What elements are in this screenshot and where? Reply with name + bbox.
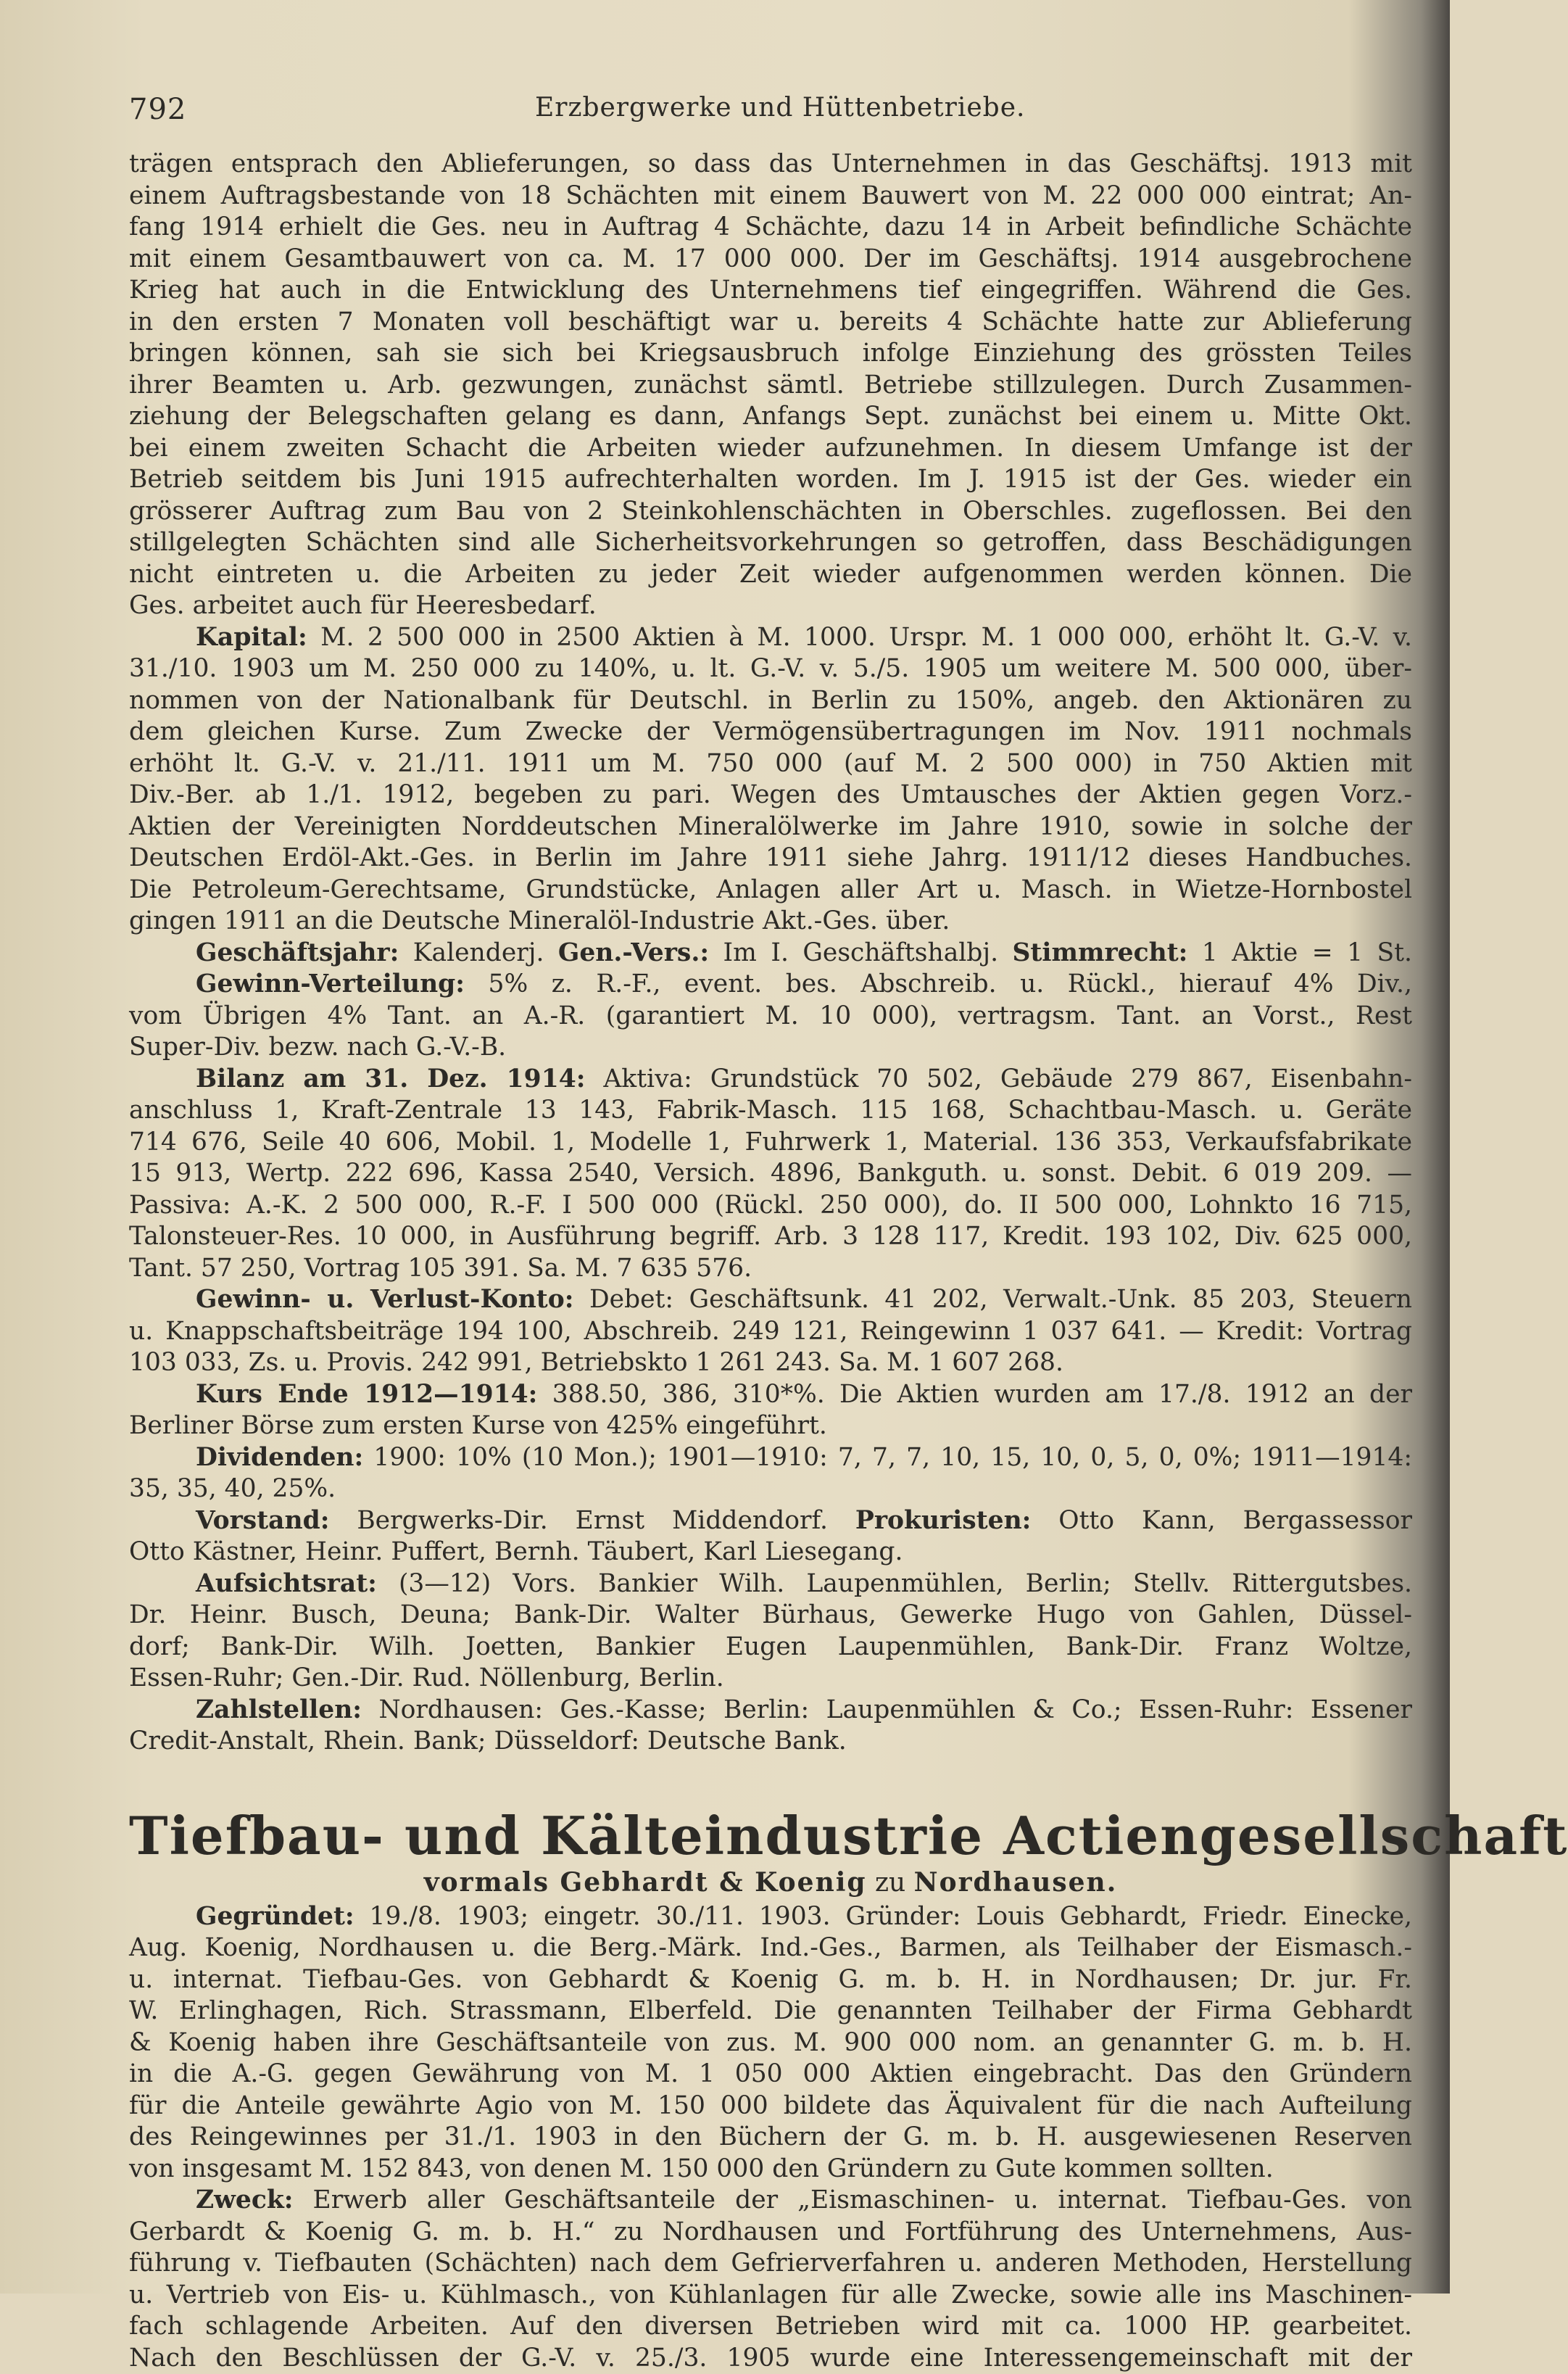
text-line <box>129 527 1412 559</box>
section-keyword: Gen.-Vers.: <box>558 938 709 967</box>
text-line <box>129 1901 1412 1933</box>
section-keyword: Aufsichtsrat: <box>196 1569 377 1598</box>
text-line <box>129 338 1412 370</box>
text-line <box>129 843 1412 874</box>
text-line <box>129 1631 1412 1663</box>
section-keyword: Stimmrecht: <box>1013 938 1188 967</box>
section-keyword: Bilanz am 31. Dez. 1914: <box>196 1064 585 1093</box>
line-text: stillgelegten Schächten sind alle Sicherheitsvorkehrungen so getroffen, dass Beschädigungen <box>129 528 1412 557</box>
text-line <box>129 811 1412 843</box>
line-text: Deutschen Erdöl-Akt.-Ges. in Berlin im Jahre 1911 siehe Jahrg. 1911/12 dieses Handbuches. <box>129 843 1412 872</box>
line-text: gingen 1911 an die Deutsche Mineralöl-Industrie Akt.-Ges. über. <box>129 906 950 935</box>
text-line <box>129 496 1412 528</box>
text-line <box>129 779 1412 811</box>
text-line <box>129 1379 1412 1411</box>
text-line <box>129 1032 1412 1064</box>
text-line <box>129 2090 1412 2122</box>
text-line <box>129 401 1412 433</box>
section-keyword: Geschäftsjahr: <box>196 938 399 967</box>
text-line <box>129 433 1412 465</box>
line-text: Kalenderj. <box>399 938 558 967</box>
text-line <box>129 181 1412 212</box>
text-line <box>129 1127 1412 1159</box>
text-line <box>129 1932 1412 1964</box>
section-keyword: Zahlstellen: <box>196 1695 362 1724</box>
line-text: fach schlagende Arbeiten. Auf den diversen Betrieben wird mit ca. 1000 HP. gearbeitet. <box>129 2312 1412 2341</box>
text-line <box>129 2311 1412 2343</box>
text-line <box>129 1473 1412 1505</box>
subtitle-location: Nordhausen. <box>914 1867 1118 1898</box>
line-text: in den ersten 7 Monaten voll beschäftigt war u. bereits 4 Schächte hatte zur Ablieferung <box>129 307 1412 336</box>
text-line <box>129 1253 1412 1285</box>
text-line <box>129 2154 1412 2185</box>
text-line <box>129 1001 1412 1033</box>
line-text: Otto Kästner, Heinr. Puffert, Bernh. Täubert, Karl Liesegang. <box>129 1537 903 1566</box>
body-text <box>129 149 1412 2374</box>
text-line <box>129 1695 1412 1726</box>
line-text: in die A.-G. gegen Gewährung von M. 1 050 000 Aktien eingebracht. Das den Gründern <box>129 2059 1412 2088</box>
section-keyword: Kapital: <box>196 623 307 652</box>
line-text: 1 Aktie = 1 St. <box>1187 938 1412 967</box>
line-text: nicht eintreten u. die Arbeiten zu jeder Zeit wieder aufgenommen werden können. Die <box>129 560 1412 589</box>
line-text: Aktien der Vereinigten Norddeutschen Mineralölwerke im Jahre 1910, sowie in solche der <box>129 812 1412 841</box>
line-text: führung v. Tiefbauten (Schächten) nach dem Gefrierverfahren u. anderen Methoden, Herstellung <box>129 2249 1412 2278</box>
line-text: & Koenig haben ihre Geschäftsanteile von zus. M. 900 000 nom. an genannter G. m. b. H. <box>129 2028 1412 2057</box>
text-line <box>129 1726 1412 1758</box>
text-line <box>129 622 1412 654</box>
company-subtitle <box>129 1866 1412 1901</box>
line-text: nommen von der Nationalbank für Deutschl. in Berlin zu 150%, angeb. den Aktionären zu <box>129 686 1412 715</box>
text-line <box>129 1600 1412 1631</box>
text-line <box>129 1568 1412 1600</box>
text-line <box>129 1158 1412 1190</box>
line-text: Tant. 57 250, Vortrag 105 391. Sa. M. 7 635 576. <box>129 1254 752 1283</box>
line-text: Super-Div. bezw. nach G.-V.-B. <box>129 1033 506 1062</box>
text-line <box>129 1964 1412 1996</box>
section-mining-company <box>129 149 1412 1758</box>
text-line <box>129 1347 1412 1379</box>
line-text: 5% z. R.-F., event. bes. Abschreib. u. Rückl., hierauf 4% Div., <box>465 969 1412 998</box>
text-line <box>129 275 1412 307</box>
line-text: bringen können, sah sie sich bei Kriegsausbruch infolge Einziehung des grössten Teiles <box>129 339 1412 368</box>
text-line <box>129 716 1412 748</box>
line-text: u. internat. Tiefbau-Ges. von Gebhardt & Koenig G. m. b. H. in Nordhausen; Dr. jur. Fr. <box>129 1965 1412 1994</box>
text-line <box>129 1284 1412 1316</box>
text-line <box>129 653 1412 685</box>
line-text: für die Anteile gewährte Agio von M. 150 000 bildete das Äquivalent für die nach Aufteilung <box>129 2091 1412 2120</box>
text-line <box>129 149 1412 181</box>
line-text: 388.50, 386, 310*%. Die Aktien wurden am 17./8. 1912 an der <box>537 1380 1412 1409</box>
section-gap <box>129 1758 1412 1806</box>
text-line <box>129 969 1412 1001</box>
line-text: fang 1914 erhielt die Ges. neu in Auftrag 4 Schächte, dazu 14 in Arbeit befindliche Schächte <box>129 212 1412 241</box>
line-text: Nach den Beschlüssen der G.-V. v. 25./3. 1905 wurde eine Interessengemeinschaft mit der <box>129 2344 1412 2373</box>
text-line <box>129 1190 1412 1222</box>
section-keyword: Gewinn-Verteilung: <box>196 969 465 998</box>
line-text: 15 913, Wertp. 222 696, Kassa 2540, Versich. 4896, Bankguth. u. sonst. Debit. 6 019 209. — <box>129 1159 1412 1188</box>
text-line <box>129 1316 1412 1348</box>
section-keyword: Vorstand: <box>196 1506 329 1535</box>
line-text: Erwerb aller Geschäftsanteile der „Eismaschinen- u. internat. Tiefbau-Ges. von <box>293 2185 1412 2214</box>
running-title: Erzbergwerke und Hüttenbetriebe. <box>535 93 1025 123</box>
line-text: Berliner Börse zum ersten Kurse von 425% eingeführt. <box>129 1411 827 1440</box>
text-line <box>129 938 1412 969</box>
line-text: 35, 35, 40, 25%. <box>129 1474 336 1503</box>
line-text: u. Vertrieb von Eis- u. Kühlmasch., von Kühlanlagen für alle Zwecke, sowie alle ins Maschinen- <box>129 2280 1412 2309</box>
text-line <box>129 1995 1412 2027</box>
line-text: ziehung der Belegschaften gelang es dann, Anfangs Sept. zunächst bei einem u. Mitte Okt. <box>129 402 1412 431</box>
line-text: vom Übrigen 4% Tant. an A.-R. (garantiert M. 10 000), vertragsm. Tant. an Vorst., Rest <box>129 1001 1412 1030</box>
page-number: 792 <box>129 93 186 126</box>
text-line <box>129 464 1412 496</box>
line-text: Nordhausen: Ges.-Kasse; Berlin: Laupenmühlen & Co.; Essen-Ruhr: Essener <box>362 1695 1412 1724</box>
line-text: Betrieb seitdem bis Juni 1915 aufrechterhalten worden. Im J. 1915 ist der Ges. wieder ein <box>129 465 1412 494</box>
text-line <box>129 559 1412 591</box>
line-text: mit einem Gesamtbauwert von ca. M. 17 000 000. Der im Geschäftsj. 1914 ausgebrochene <box>129 244 1412 273</box>
text-line <box>129 244 1412 276</box>
section-keyword: Zweck: <box>196 2185 293 2214</box>
line-text: des Reingewinnes per 31./1. 1903 in den Büchern der G. m. b. H. ausgewiesenen Reserven <box>129 2122 1412 2151</box>
text-line <box>129 212 1412 244</box>
text-line <box>129 906 1412 938</box>
line-text: Credit-Anstalt, Rhein. Bank; Düsseldorf: Deutsche Bank. <box>129 1726 847 1755</box>
text-line <box>129 1221 1412 1253</box>
line-text: Aktiva: Grundstück 70 502, Gebäude 279 867, Eisenbahn- <box>585 1064 1412 1093</box>
line-text: M. 2 500 000 in 2500 Aktien à M. 1000. Urspr. M. 1 000 000, erhöht lt. G.-V. v. <box>307 623 1412 652</box>
text-line <box>129 1505 1412 1537</box>
text-line <box>129 1442 1412 1474</box>
line-text: anschluss 1, Kraft-Zentrale 13 143, Fabrik-Masch. 115 168, Schachtbau-Masch. u. Geräte <box>129 1096 1412 1125</box>
text-line <box>129 685 1412 717</box>
line-text: W. Erlinghagen, Rich. Strassmann, Elberfeld. Die genannten Teilhaber der Firma Gebhardt <box>129 1996 1412 2025</box>
section-tiefbau-company <box>129 1901 1412 2374</box>
line-text: ihrer Beamten u. Arb. gezwungen, zunächst sämtl. Betriebe stillzulegen. Durch Zusammen- <box>129 371 1412 400</box>
line-text: erhöht lt. G.-V. v. 21./11. 1911 um M. 750 000 (auf M. 2 500 000) in 750 Aktien mit <box>129 749 1412 778</box>
line-text: dorf; Bank-Dir. Wilh. Joetten, Bankier Eugen Laupenmühlen, Bank-Dir. Franz Woltze, <box>129 1632 1412 1661</box>
line-text: 714 676, Seile 40 606, Mobil. 1, Modelle 1, Fuhrwerk 1, Material. 136 353, Verkaufsfabrikate <box>129 1128 1412 1157</box>
line-text: Aug. Koenig, Nordhausen u. die Berg.-Märk. Ind.-Ges., Barmen, als Teilhaber der Eismasch.- <box>129 1933 1412 1962</box>
text-line <box>129 1410 1412 1442</box>
text-line <box>129 748 1412 780</box>
line-text: Passiva: A.-K. 2 500 000, R.-F. I 500 000 (Rückl. 250 000), do. II 500 000, Lohnkto 16 715, <box>129 1191 1412 1220</box>
line-text: bei einem zweiten Schacht die Arbeiten wieder aufzunehmen. In diesem Umfange ist der <box>129 434 1412 463</box>
line-text: Ges. arbeitet auch für Heeresbedarf. <box>129 591 597 620</box>
text-line <box>129 2059 1412 2090</box>
text-line <box>129 1663 1412 1695</box>
line-text: 31./10. 1903 um M. 250 000 zu 140%, u. lt. G.-V. v. 5./5. 1905 um weitere M. 500 000, über- <box>129 654 1412 683</box>
subtitle-connector: zu <box>867 1868 914 1898</box>
line-text: von insgesamt M. 152 843, von denen M. 150 000 den Gründern zu Gute kommen sollten. <box>129 2154 1274 2183</box>
line-text: Die Petroleum-Gerechtsame, Grundstücke, Anlagen aller Art u. Masch. in Wietze-Hornbostel <box>129 875 1412 904</box>
text-line <box>129 590 1412 622</box>
text-line <box>129 2027 1412 2059</box>
section-keyword: Prokuristen: <box>855 1506 1032 1535</box>
section-keyword: Gegründet: <box>196 1902 354 1931</box>
line-text: (3—12) Vors. Bankier Wilh. Laupenmühlen, Berlin; Stellv. Rittergutsbes. <box>377 1569 1412 1598</box>
line-text: dem gleichen Kurse. Zum Zwecke der Vermögensübertragungen im Nov. 1911 nochmals <box>129 717 1412 746</box>
section-keyword: Gewinn- u. Verlust-Konto: <box>196 1285 573 1314</box>
line-text: 103 033, Zs. u. Provis. 242 991, Betriebskto 1 261 243. Sa. M. 1 607 268. <box>129 1348 1063 1377</box>
company-title: Tiefbau- und Kälteindustrie Actiengesellschaft <box>129 1806 1412 1866</box>
line-text: 1900: 10% (10 Mon.); 1901—1910: 7, 7, 7, 10, 15, 10, 0, 5, 0, 0%; 1911—1914: <box>363 1443 1412 1472</box>
text-line <box>129 370 1412 402</box>
line-text: Essen-Ruhr; Gen.-Dir. Rud. Nöllenburg, Berlin. <box>129 1663 724 1692</box>
line-text: grösserer Auftrag zum Bau von 2 Steinkohlenschächten in Oberschles. zugeflossen. Bei den <box>129 497 1412 526</box>
text-line <box>129 2122 1412 2154</box>
text-line <box>129 1064 1412 1096</box>
text-line <box>129 2185 1412 2217</box>
text-line <box>129 2248 1412 2280</box>
subtitle-former-name: vormals Gebhardt & Koenig <box>424 1867 867 1898</box>
line-text: Dr. Heinr. Busch, Deuna; Bank-Dir. Walter Bürhaus, Gewerke Hugo von Gahlen, Düssel- <box>129 1600 1412 1629</box>
line-text: Krieg hat auch in die Entwicklung des Unternehmens tief eingegriffen. Während die Ges. <box>129 276 1412 305</box>
section-keyword: Kurs Ende 1912—1914: <box>196 1380 537 1409</box>
line-text: 19./8. 1903; eingetr. 30./11. 1903. Gründer: Louis Gebhardt, Friedr. Einecke, <box>354 1902 1412 1931</box>
text-line <box>129 2280 1412 2312</box>
line-text: trägen entsprach den Ablieferungen, so dass das Unternehmen in das Geschäftsj. 1913 mit <box>129 149 1412 178</box>
line-text: Debet: Geschäftsunk. 41 202, Verwalt.-Unk. 85 203, Steuern <box>573 1285 1412 1314</box>
page-header <box>129 93 1412 136</box>
section-keyword: Dividenden: <box>196 1443 363 1472</box>
line-text: Otto Kann, Bergassessor <box>1031 1506 1412 1535</box>
text-line <box>129 874 1412 906</box>
text-line <box>129 307 1412 339</box>
line-text: Talonsteuer-Res. 10 000, in Ausführung begriff. Arb. 3 128 117, Kredit. 193 102, Div. 625 000, <box>129 1222 1412 1251</box>
text-line <box>129 2217 1412 2249</box>
text-line <box>129 2343 1412 2374</box>
line-text: Im I. Geschäftshalbj. <box>709 938 1012 967</box>
line-text: Div.-Ber. ab 1./1. 1912, begeben zu pari. Wegen des Umtausches der Aktien gegen Vorz.- <box>129 780 1412 809</box>
line-text: einem Auftragsbestande von 18 Schächten mit einem Bauwert von M. 22 000 000 eintrat; An- <box>129 181 1412 210</box>
line-text: u. Knappschaftsbeiträge 194 100, Abschreib. 249 121, Reingewinn 1 037 641. — Kredit: Vortrag <box>129 1317 1412 1346</box>
text-line <box>129 1537 1412 1568</box>
line-text: Gerbardt & Koenig G. m. b. H.“ zu Nordhausen und Fortführung des Unternehmens, Aus- <box>129 2217 1412 2246</box>
line-text: Bergwerks-Dir. Ernst Middendorf. <box>329 1506 855 1535</box>
text-line <box>129 1095 1412 1127</box>
